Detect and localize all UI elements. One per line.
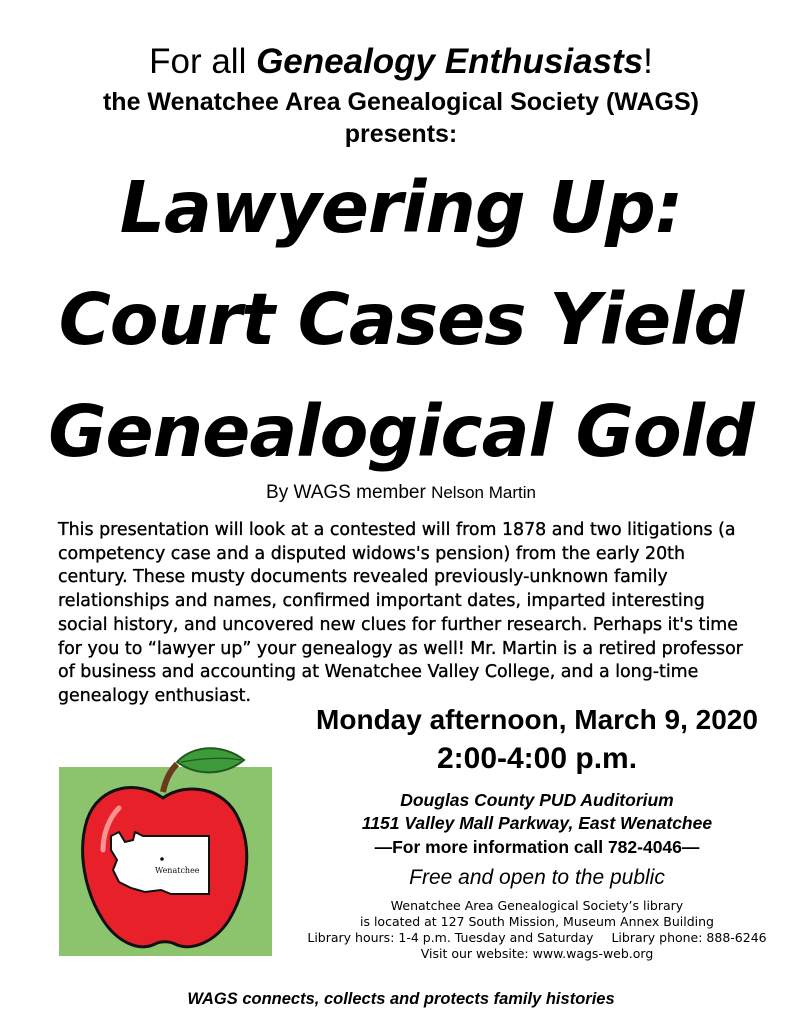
wenatchee-dot xyxy=(160,857,164,861)
washington-map xyxy=(111,832,209,894)
event-time: 2:00-4:00 p.m. xyxy=(436,742,638,775)
event-date: Monday afternoon, March 9, 2020 xyxy=(316,704,758,735)
map-label: Wenatchee xyxy=(155,866,200,875)
header-line-1-emphasis: Genealogy Enthusiasts xyxy=(256,42,644,81)
apple-logo xyxy=(59,742,272,956)
library-phone: Library phone: 888-6246 xyxy=(611,930,767,945)
header-line-2: the Wenatchee Area Genealogical Society (WAGS) xyxy=(102,88,699,116)
library-line-1: Wenatchee Area Genealogical Society’s library xyxy=(390,898,684,913)
header-line-1-suffix: ! xyxy=(643,42,653,81)
info-phone: —For more information call 782-4046— xyxy=(374,837,700,857)
library-line-2: is located at 127 South Mission, Museum Annex Building xyxy=(360,914,714,929)
byline xyxy=(0,481,802,505)
footer-tagline: WAGS connects, collects and protects family histories xyxy=(187,990,615,1008)
title-line-1: Lawyering Up: xyxy=(119,166,683,249)
admission-note: Free and open to the public xyxy=(409,866,665,889)
speaker-name: Nelson Martin xyxy=(431,483,536,502)
apple-washington-icon xyxy=(59,742,272,956)
library-website: Visit our website: www.wags-web.org xyxy=(420,946,654,961)
description-paragraph: This presentation will look at a contested will from 1878 and two litigations (a competency case and a disputed widows's pension) from the early 20th century. These musty documents revealed previously-unknown family relationships and names, confirmed important dates, imparted interesting social history, and uncovered new clues for further research. Perhaps it's time for you to “lawyer up” your genealogy as well! Mr. Martin is a retired professor of business and accounting at Wenatchee Valley College, and a long-time genealogy enthusiast. xyxy=(58,520,743,706)
header-line-1 xyxy=(0,40,802,84)
library-hours-line xyxy=(272,930,802,946)
title-line-2: Court Cases Yield xyxy=(58,278,744,361)
title-line-3: Genealogical Gold xyxy=(48,390,754,473)
byline-prefix: By WAGS member xyxy=(266,482,432,503)
library-hours: Library hours: 1-4 p.m. Tuesday and Saturday xyxy=(307,930,594,945)
header-line-1-prefix: For all xyxy=(149,42,257,81)
venue-name: Douglas County PUD Auditorium xyxy=(400,790,674,810)
venue-address: 1151 Valley Mall Parkway, East Wenatchee xyxy=(361,813,713,833)
header-line-3: presents: xyxy=(344,120,458,148)
